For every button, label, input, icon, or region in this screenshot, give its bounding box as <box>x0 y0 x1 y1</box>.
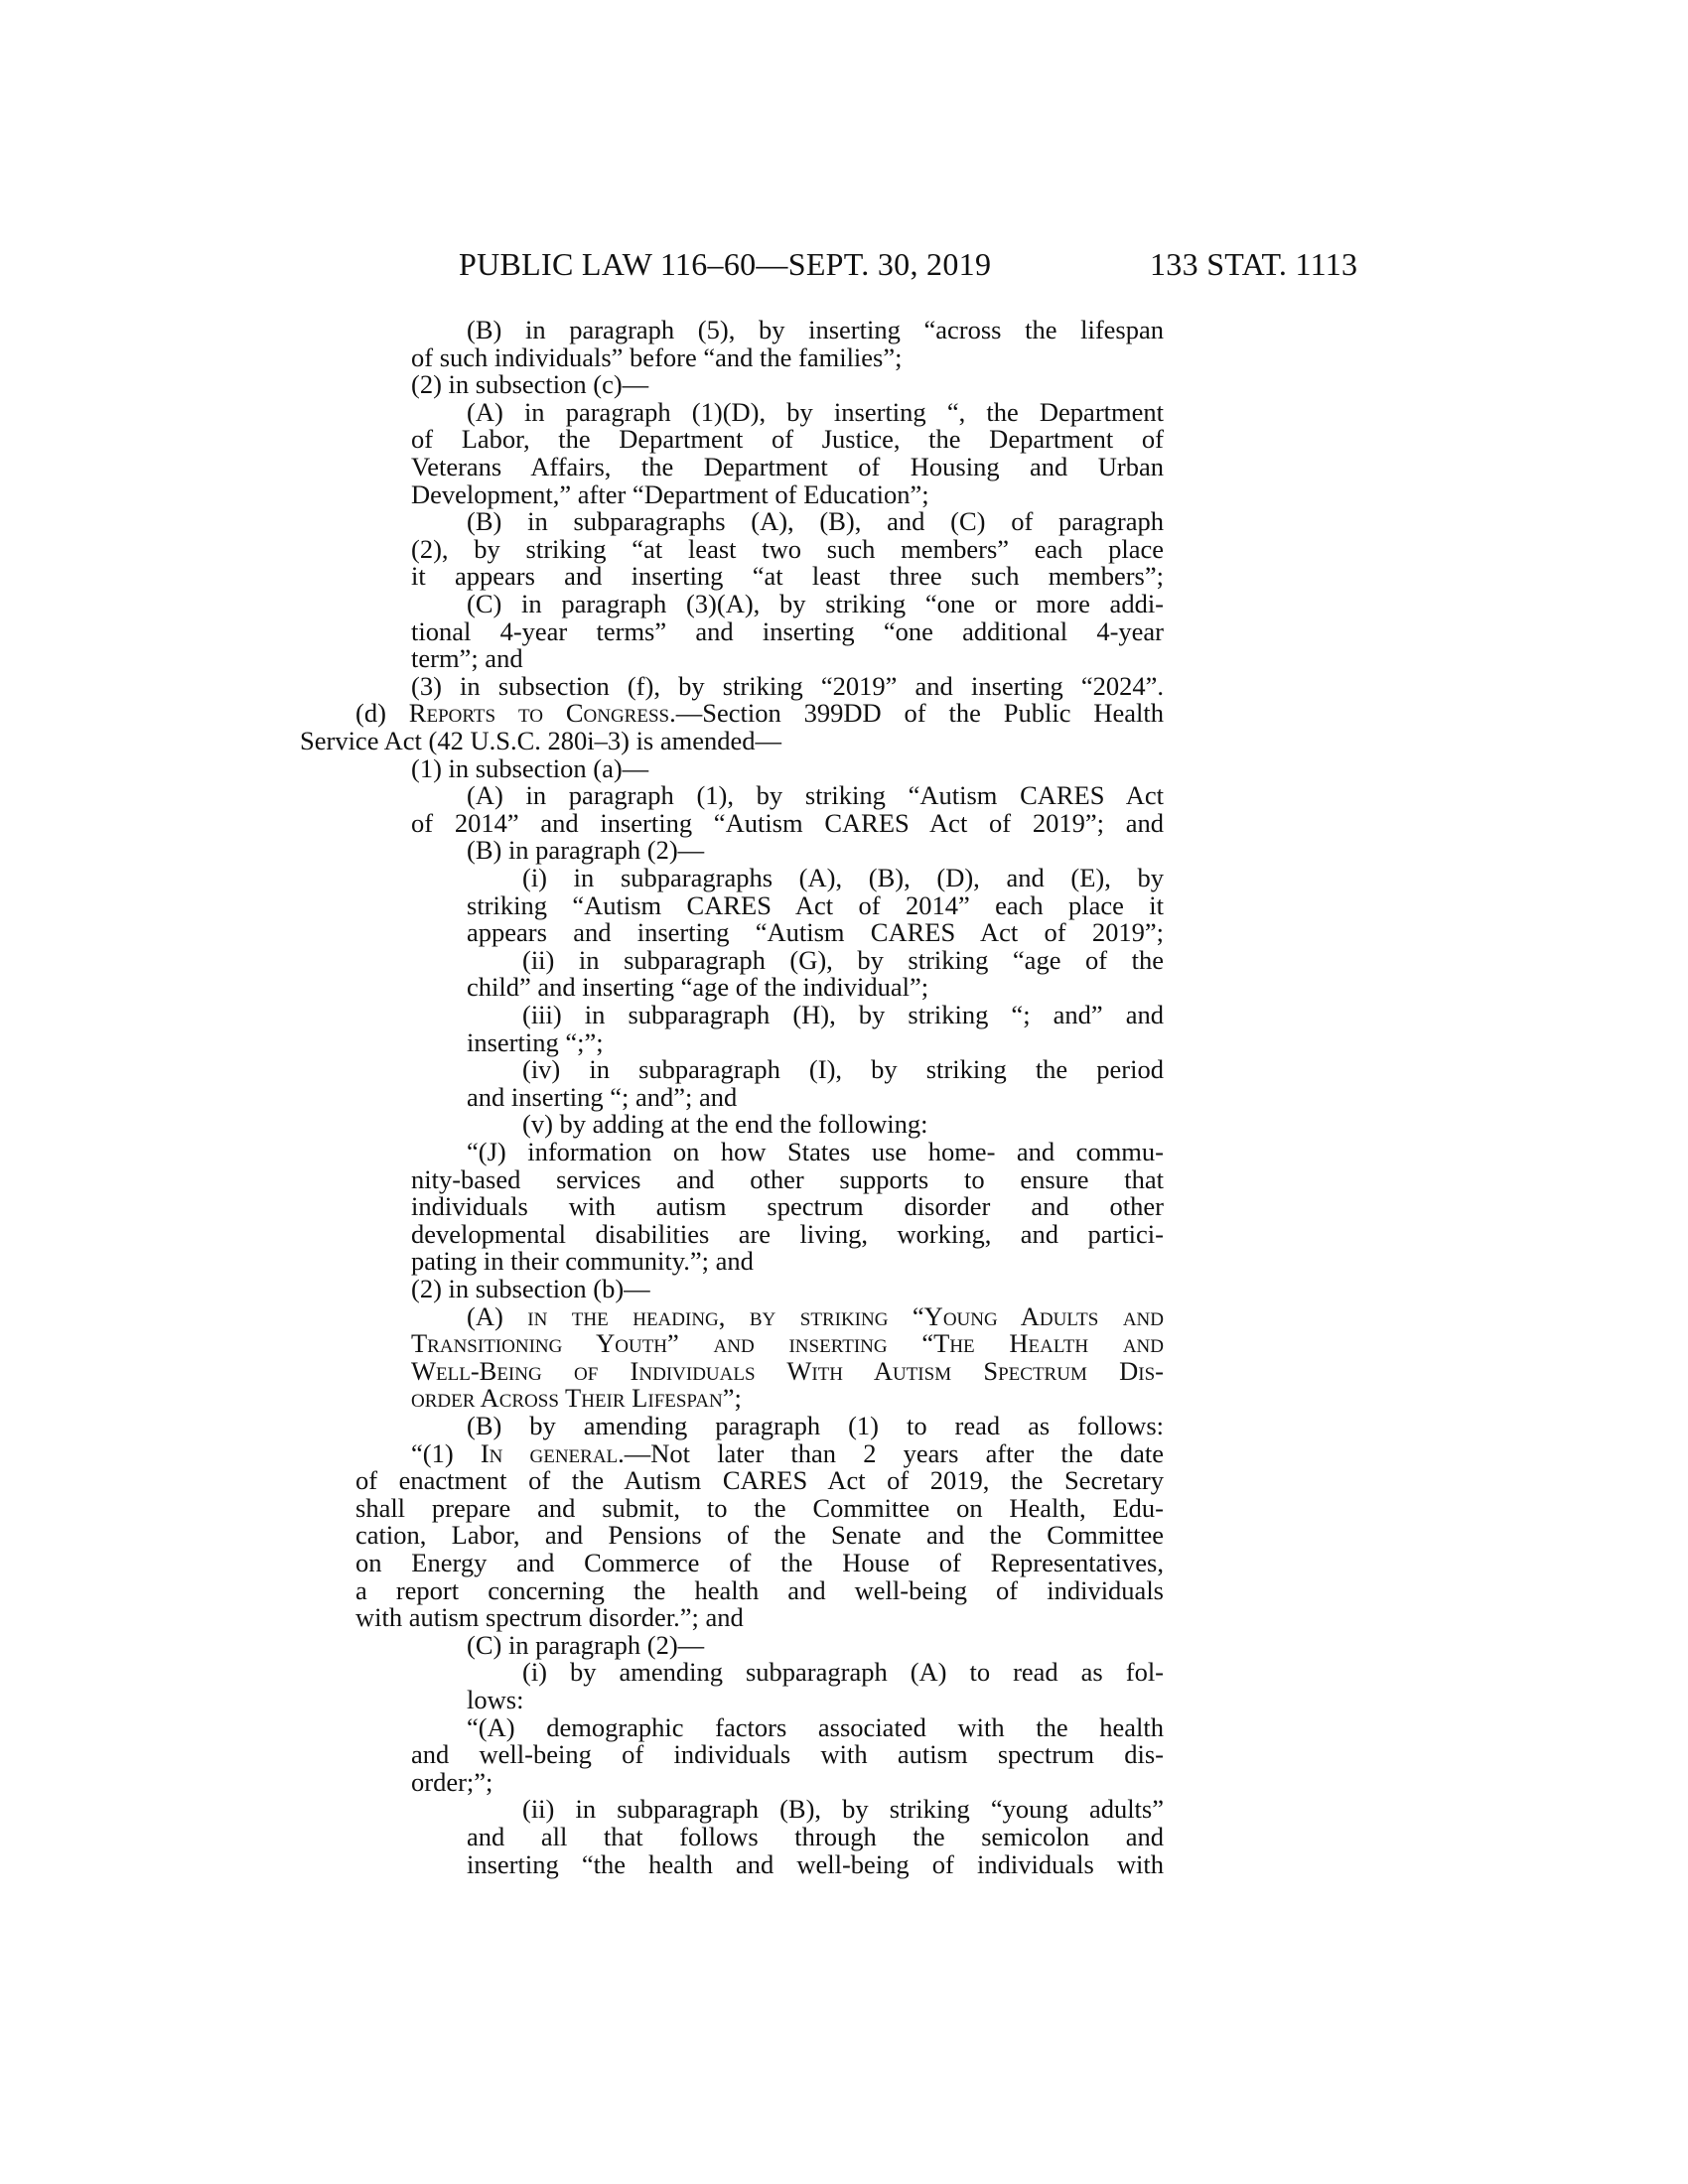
text-line: nity-based services and other supports to ensure that <box>411 1163 1164 1194</box>
text-line: developmental disabilities are living, working, and partici- <box>411 1218 1164 1249</box>
text-line: Development,” after “Department of Education”; <box>411 478 929 509</box>
text-line: of 2014” and inserting “Autism CARES Act of 2019”; and <box>411 807 1164 838</box>
text-line: pating in their community.”; and <box>411 1246 754 1277</box>
small-caps-heading: In general <box>480 1437 619 1468</box>
text-line: (i) by amending subparagraph (A) to read as fol- <box>522 1657 1164 1688</box>
text-line: (1) in subsection (a)— <box>411 752 649 783</box>
text-line: and well-being of individuals with autism spectrum dis- <box>411 1739 1164 1770</box>
small-caps-heading: Reports to Congress <box>408 698 670 729</box>
text-line: individuals with autism spectrum disorder and other <box>411 1191 1164 1222</box>
text-line: (A) in paragraph (1)(D), by inserting “, the Department <box>467 396 1164 427</box>
text-line: “(1) In general.—Not later than 2 years after the date <box>411 1437 1164 1468</box>
text-line: Transitioning Youth” and inserting “The Health and <box>411 1328 1164 1359</box>
text-line: (B) in paragraph (2)— <box>467 835 705 866</box>
text-line: with autism spectrum disorder.”; and <box>355 1602 744 1633</box>
text-line: (2) in subsection (b)— <box>411 1274 650 1303</box>
text-line: (B) in subparagraphs (A), (B), and (C) of paragraph <box>467 506 1164 537</box>
text-line: (iii) in subparagraph (H), by striking “; and” and <box>522 1000 1164 1029</box>
text-line: of such individuals” before “and the families”; <box>411 341 903 372</box>
text-line: Service Act (42 U.S.C. 280i–3) is amended— <box>300 726 782 755</box>
text-line: order Across Their Lifespan”; <box>411 1383 742 1414</box>
text-line: “(J) information on how States use home- and commu- <box>467 1137 1164 1166</box>
text-line: (A) in the heading, by striking “Young Adults and <box>467 1300 1164 1331</box>
text-line: it appears and inserting “at least three such members”; <box>411 561 1164 592</box>
text-line: (ii) in subparagraph (G), by striking “age of the <box>522 944 1164 975</box>
text-line: (3) in subsection (f), by striking “2019” and inserting “2024”. <box>411 670 1164 701</box>
text-line: (B) by amending paragraph (1) to read as follows: <box>467 1411 1164 1440</box>
text-line: (d) Reports to Congress.—Section 399DD of the Public Health <box>355 698 1164 729</box>
text-line: (C) in paragraph (3)(A), by striking “one or more addi- <box>467 589 1164 618</box>
text-line: (i) in subparagraphs (A), (B), (D), and (E), by <box>522 863 1164 892</box>
text-line: order;”; <box>411 1766 493 1797</box>
text-line: (2), by striking “at least two such members” each place <box>411 533 1164 564</box>
text-line: inserting “the health and well-being of individuals with <box>467 1848 1164 1879</box>
text-line: on Energy and Commerce of the House of Representatives, <box>355 1548 1164 1577</box>
text-line: cation, Labor, and Pensions of the Senate and the Committee <box>355 1520 1164 1551</box>
text-line: (iv) in subparagraph (I), by striking the period <box>522 1054 1164 1085</box>
text-line: shall prepare and submit, to the Committee on Health, Edu- <box>355 1492 1164 1523</box>
text-line: inserting “;”; <box>467 1026 604 1057</box>
page-header <box>0 246 1688 286</box>
text-line: and inserting “; and”; and <box>467 1081 738 1112</box>
text-line: a report concerning the health and well-being of individuals <box>355 1574 1164 1605</box>
text-line: (v) by adding at the end the following: <box>522 1109 928 1140</box>
text-line: (A) in paragraph (1), by striking “Autism CARES Act <box>467 780 1164 811</box>
text-line: and all that follows through the semicolon and <box>467 1822 1164 1851</box>
text-line: Veterans Affairs, the Department of Housing and Urban <box>411 452 1164 481</box>
text-line: of enactment of the Autism CARES Act of 2019, the Secretary <box>355 1465 1164 1496</box>
text-line: “(A) demographic factors associated with the health <box>467 1711 1164 1742</box>
text-line: (C) in paragraph (2)— <box>467 1629 705 1660</box>
text-line: Well-Being of Individuals With Autism Spectrum Dis- <box>411 1355 1164 1386</box>
text-line: child” and inserting “age of the individual”; <box>467 972 929 1003</box>
text-line: of Labor, the Department of Justice, the Department of <box>411 424 1164 455</box>
text-line: term”; and <box>411 643 523 674</box>
text-line: lows: <box>467 1685 524 1714</box>
statute-citation: 133 STAT. 1113 <box>1150 246 1358 282</box>
text-line: (B) in paragraph (5), by inserting “across the lifespan <box>467 315 1164 344</box>
text-line: (ii) in subparagraph (B), by striking “young adults” <box>522 1794 1164 1825</box>
text-line: (2) in subsection (c)— <box>411 369 649 400</box>
text-line: striking “Autism CARES Act of 2014” each place it <box>467 889 1164 920</box>
text-line: appears and inserting “Autism CARES Act of 2019”; <box>467 917 1164 948</box>
running-head: PUBLIC LAW 116–60—SEPT. 30, 2019 <box>459 246 992 282</box>
text-line: tional 4-year terms” and inserting “one additional 4-year <box>411 615 1164 646</box>
